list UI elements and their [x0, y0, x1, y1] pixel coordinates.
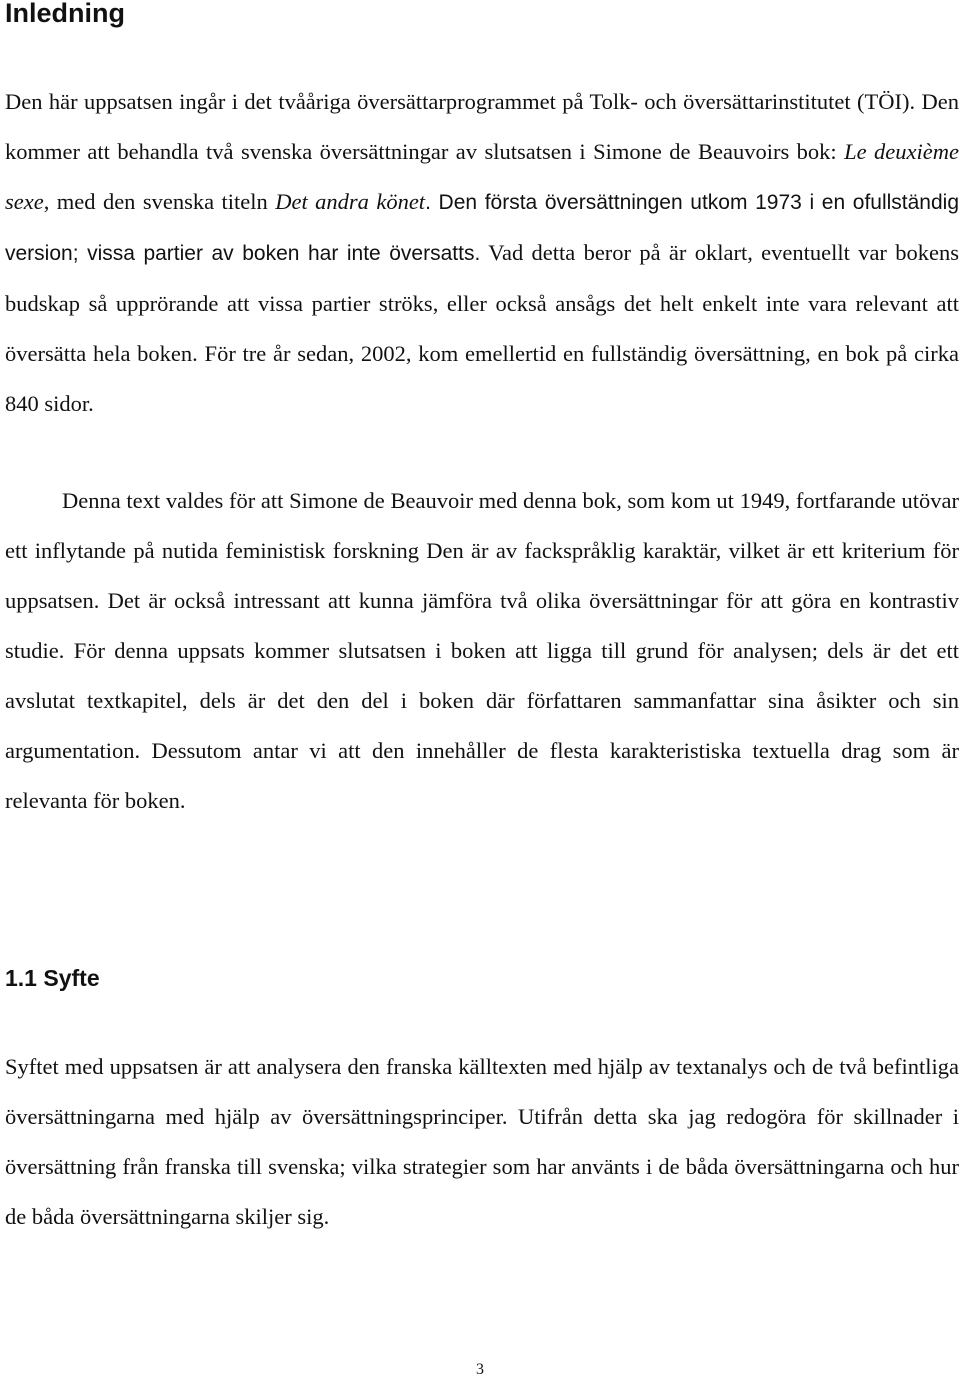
purpose-text: Syftet med uppsatsen är att analysera den franska källtexten med hjälp av textanalys och de två befintliga översättningarna med hjälp av översättningsprinciper. Utifrån detta ska jag redogöra för skillnader i översättning från franska till svenska; vilka strategier som har använts i de båda översättningarna och hur de båda översättningarna skiljer sig. — [5, 1054, 959, 1229]
section-heading: Inledning — [5, 0, 125, 28]
intro-text: Den här uppsatsen ingår i det tvååriga översättarprogrammet på Tolk- och översättarinstitutet (TÖI). Den kommer att behandla två svenska översättningar av slutsatsen i Simone de Beauvoirs bok: — [5, 89, 959, 164]
page-number: 3 — [476, 1361, 484, 1378]
subsection-heading: 1.1 Syfte — [5, 965, 100, 991]
swedish-title: Det andra könet — [275, 189, 426, 214]
intro-text: , med den svenska titeln — [43, 189, 276, 214]
intro-paragraph — [5, 77, 959, 429]
motivation-paragraph — [5, 476, 959, 826]
intro-text: . Den första översättningen utkom 1973 i en ofullständig version; vissa partier av boken har inte översatts. — [5, 191, 960, 265]
intro-text: Vad detta beror på är oklart, eventuellt var bokens budskap så upprörande att vissa partier ströks, eller också ansågs det helt enkelt inte vara relevant att översätta hela boken. För tre år sedan, 2002, kom emellertid en fullständig översättning, en bok på cirka 840 sidor. — [5, 240, 959, 416]
motivation-text: Denna text valdes för att Simone de Beauvoir med denna bok, som kom ut 1949, fortfarande utövar ett inflytande på nutida feministisk forskning Den är av fackspråklig karaktär, vilket är ett kriterium för uppsatsen. Det är också intressant att kunna jämföra två olika översättningar för att göra en kontrastiv studie. För denna uppsats kommer slutsatsen i boken att ligga till grund för analysen; dels är det ett avslutat textkapitel, dels är det den del i boken där författaren sammanfattar sina åsikter och sin argumentation. Dessutom antar vi att den innehåller de flesta karakteristiska textuella drag som är relevanta för boken. — [5, 488, 959, 813]
book-title: Le deuxième sexe — [5, 139, 959, 214]
purpose-paragraph — [5, 1042, 959, 1242]
